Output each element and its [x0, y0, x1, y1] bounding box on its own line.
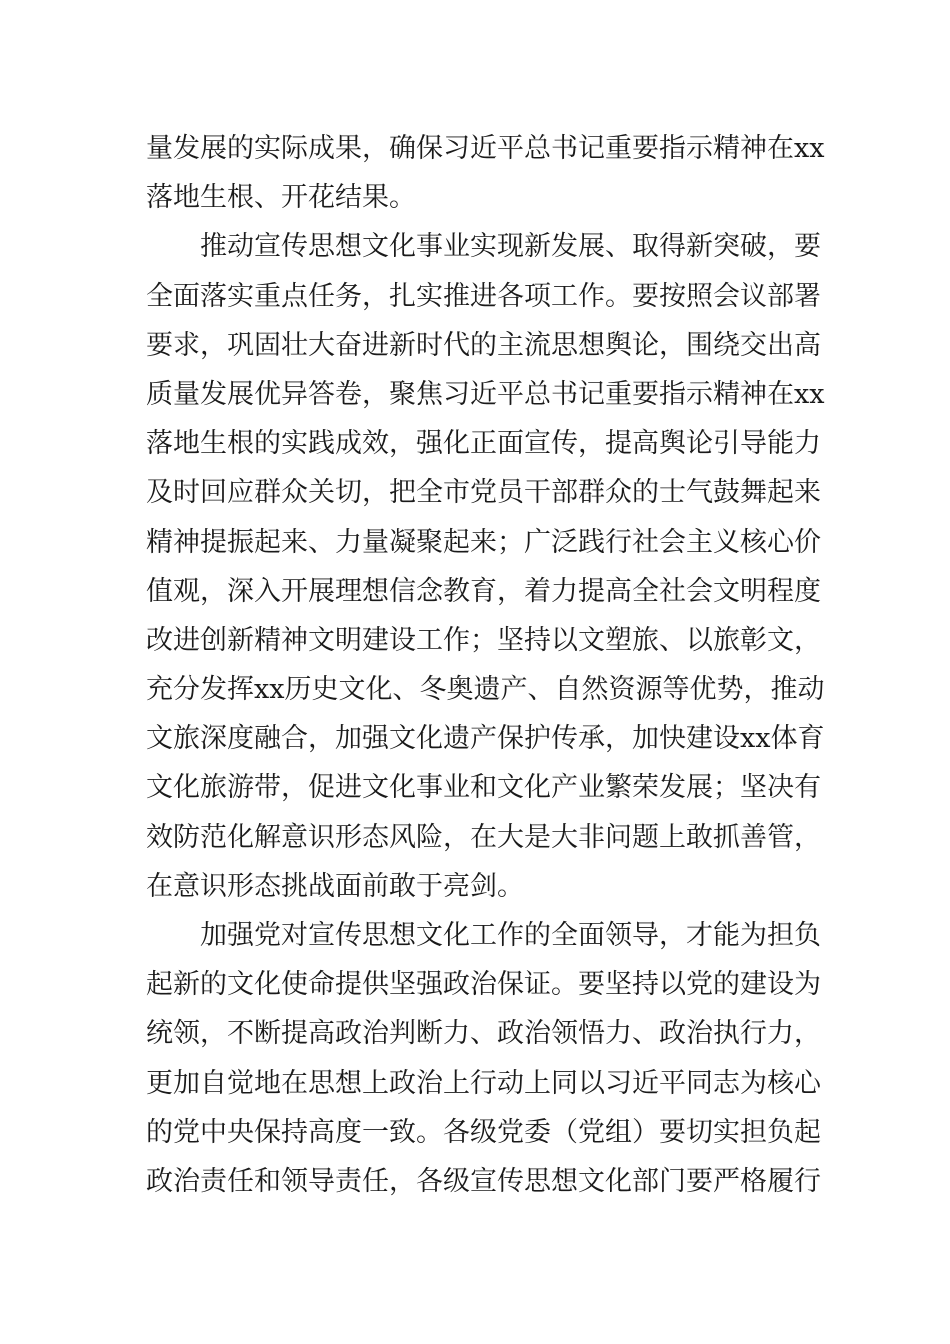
text-line: 质量发展优异答卷，聚焦习近平总书记重要指示精神在xx	[146, 378, 825, 410]
text-line: 文旅深度融合，加强文化遗产保护传承，加快建设xx体育	[146, 723, 825, 755]
text-line: 统领，不断提高政治判断力、政治领悟力、政治执行力，	[146, 1018, 821, 1050]
text-line: 及时回应群众关切，把全市党员干部群众的士气鼓舞起来	[146, 477, 821, 509]
text-line: 落地生根的实践成效，强化正面宣传，提高舆论引导能力	[146, 428, 821, 460]
text-line: 起新的文化使命提供坚强政治保证。要坚持以党的建设为	[146, 969, 821, 1001]
text-line: 要求，巩固壮大奋进新时代的主流思想舆论，围绕交出高	[146, 329, 821, 361]
text-line: 在意识形态挑战面前敢于亮剑。	[146, 870, 524, 902]
text-line: 充分发挥xx历史文化、冬奥遗产、自然资源等优势，推动	[146, 674, 825, 706]
text-line: 文化旅游带，促进文化事业和文化产业繁荣发展；坚决有	[146, 772, 821, 804]
text-line: 值观，深入开展理想信念教育，着力提高全社会文明程度	[146, 575, 821, 607]
paragraph-start-line: 加强党对宣传思想文化工作的全面领导，才能为担负	[200, 920, 821, 951]
text-line: 落地生根、开花结果。	[146, 182, 416, 214]
text-line: 精神提振起来、力量凝聚起来；广泛践行社会主义核心价	[146, 526, 821, 558]
text-line: 全面落实重点任务，扎实推进各项工作。要按照会议部署	[146, 280, 821, 312]
body-text	[146, 124, 825, 1206]
text-line: 的党中央保持高度一致。各级党委（党组）要切实担负起	[146, 1116, 821, 1148]
text-line: 效防范化解意识形态风险，在大是大非问题上敢抓善管，	[146, 821, 821, 853]
paragraph-start-line: 推动宣传思想文化事业实现新发展、取得新突破，要	[200, 231, 821, 263]
text-line: 改进创新精神文明建设工作；坚持以文塑旅、以旅彰文，	[146, 624, 821, 656]
text-line: 政治责任和领导责任，各级宣传思想文化部门要严格履行	[146, 1165, 821, 1197]
text-line: 量发展的实际成果，确保习近平总书记重要指示精神在xx	[146, 133, 825, 164]
text-line: 更加自觉地在思想上政治上行动上同以习近平同志为核心	[146, 1067, 821, 1099]
